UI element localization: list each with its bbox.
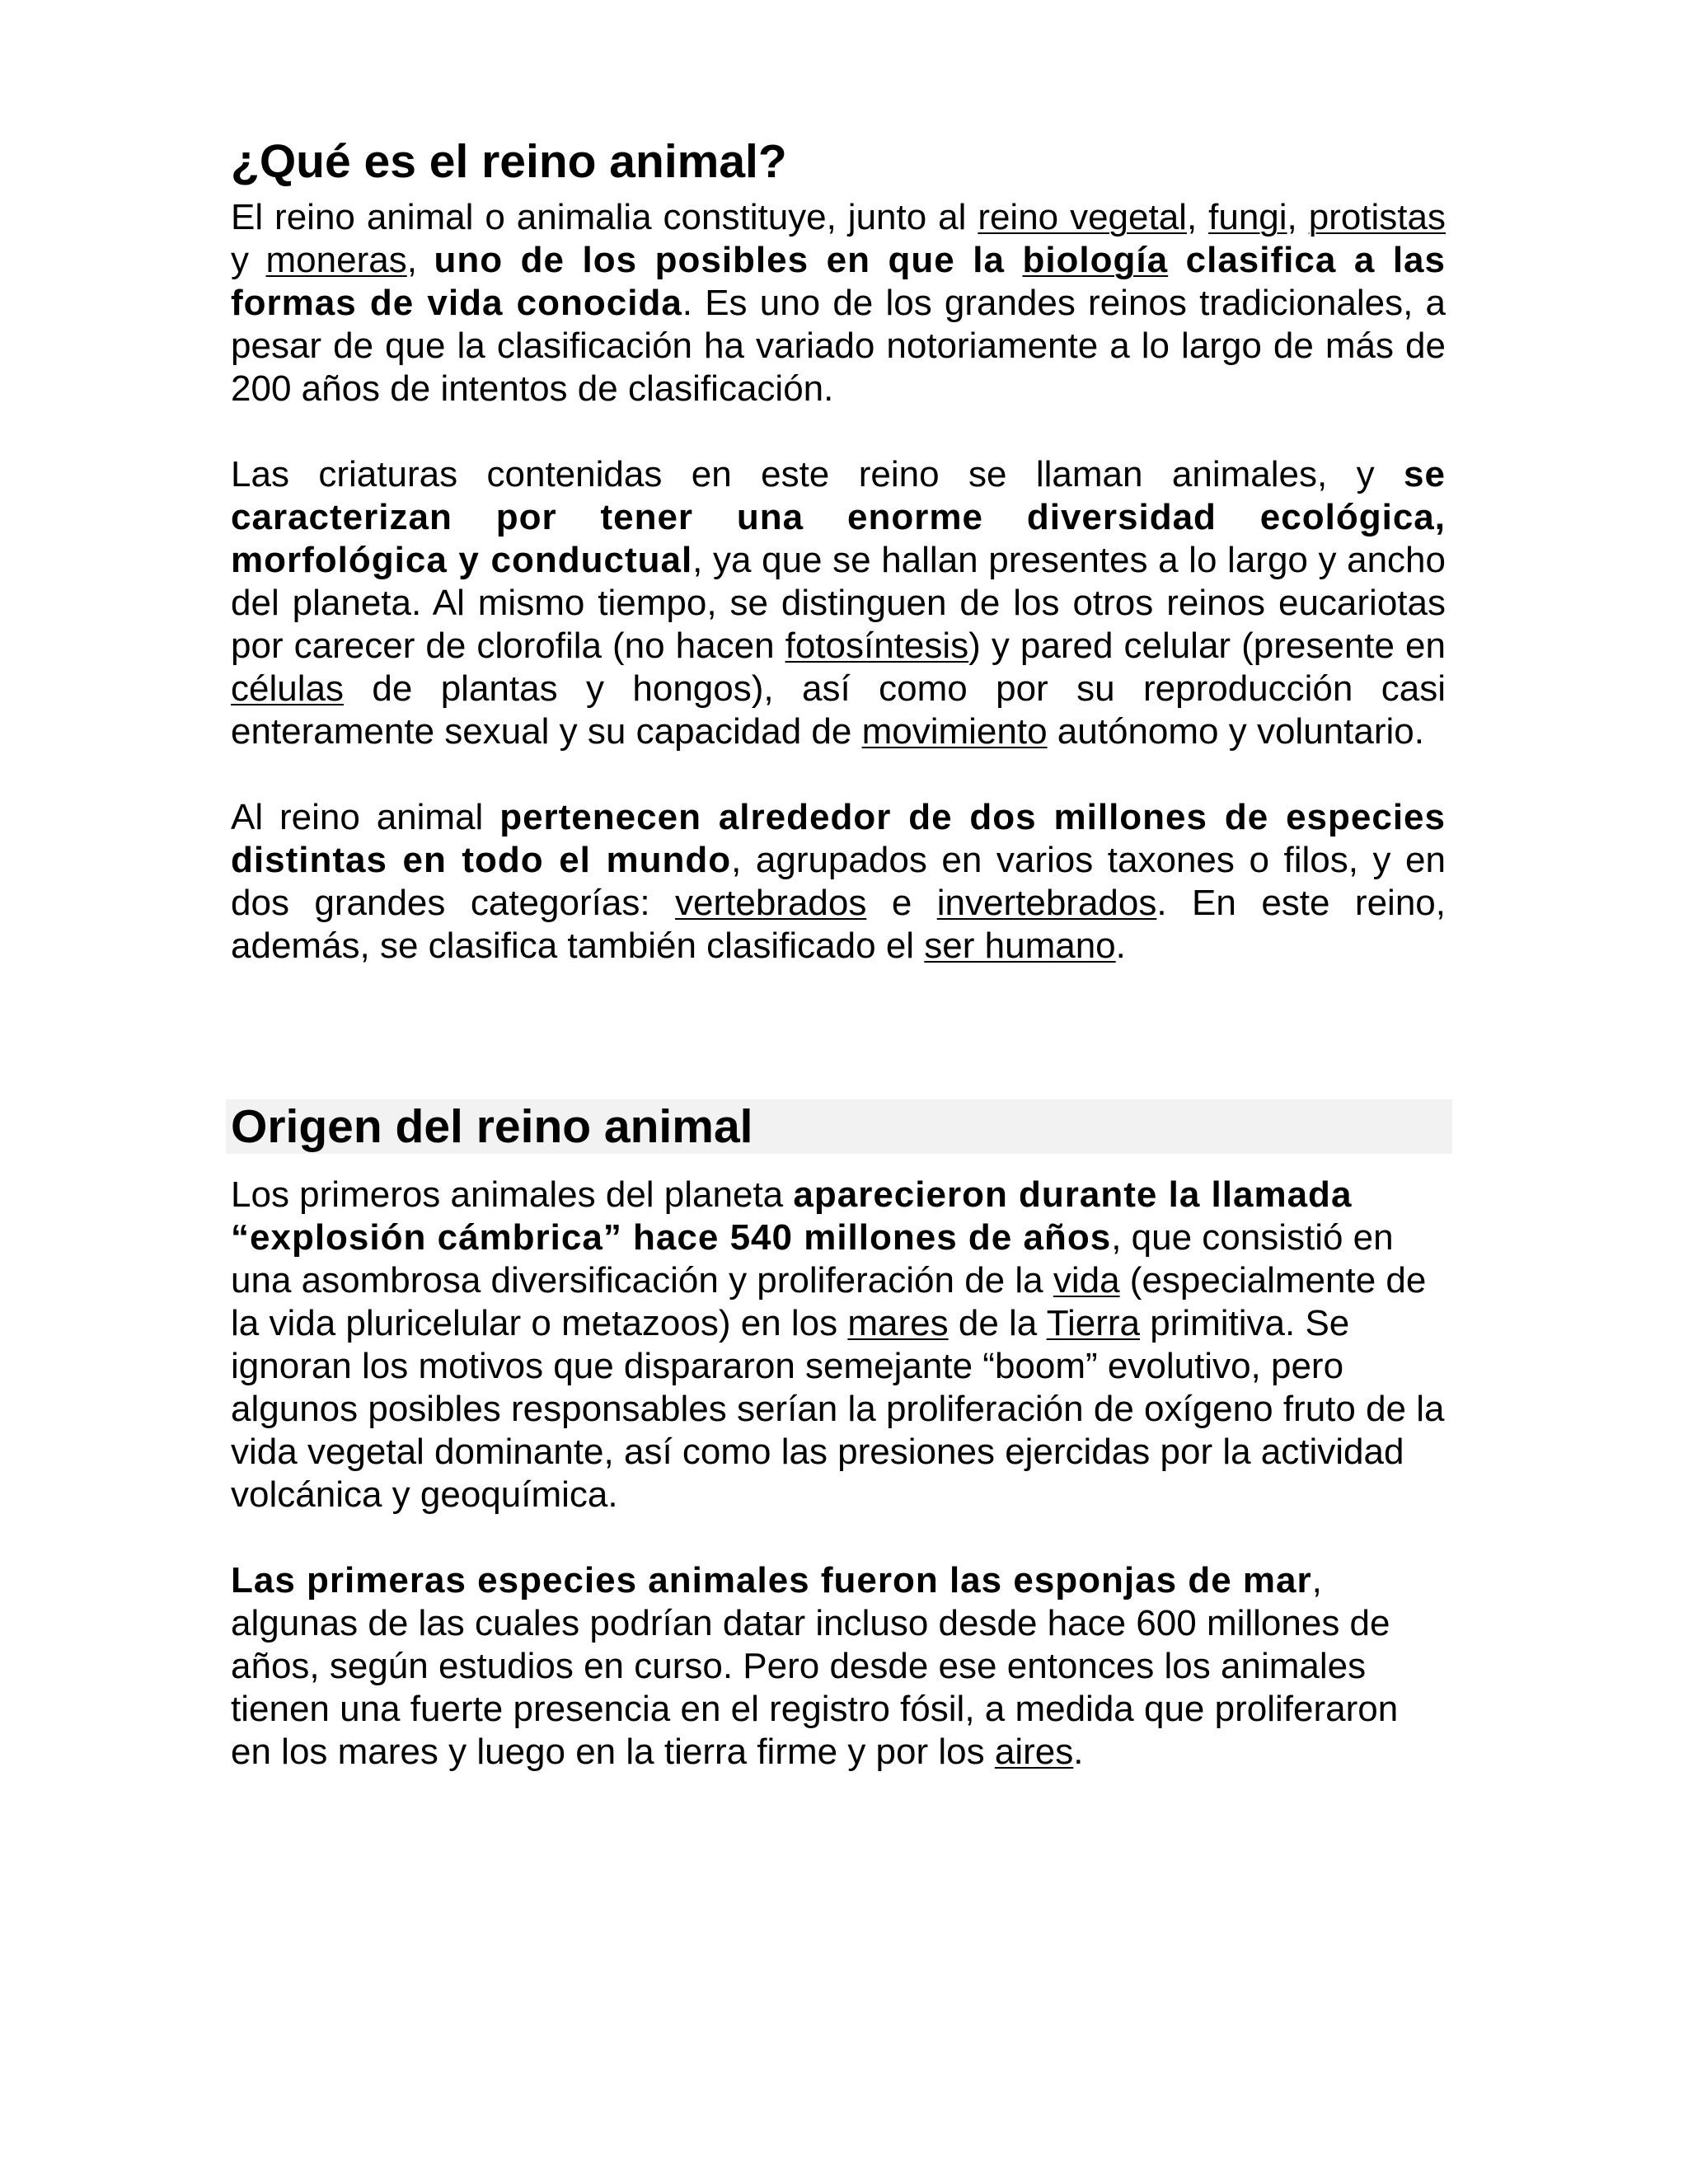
link-ser-humano[interactable]: ser humano bbox=[924, 926, 1116, 967]
bold-text: uno de los posibles en que la bbox=[434, 240, 1023, 281]
bold-run: aparecieron durante la llamada “explosión cámbrica” hace 540 millones de años bbox=[231, 1174, 1353, 1258]
link-biologia[interactable]: biología bbox=[1022, 240, 1169, 281]
section-spacer bbox=[231, 968, 1446, 1099]
text-run: Los primeros animales del planeta bbox=[231, 1174, 794, 1216]
bold-run: Las primeras especies animales fueron las esponjas de mar bbox=[231, 1560, 1312, 1601]
bold-run: pertenecen alrededor de dos millones de especies distintas en todo el mundo bbox=[231, 797, 1446, 881]
text-run: ) y pared celular (presente en bbox=[968, 626, 1446, 667]
paragraph-characteristics bbox=[231, 453, 1446, 753]
text-run: El reino animal o animalia constituye, junto al bbox=[231, 197, 978, 238]
link-moneras[interactable]: moneras bbox=[265, 240, 407, 281]
section-heading-origen: Origen del reino animal bbox=[231, 1100, 753, 1154]
text-run: de la bbox=[948, 1303, 1047, 1344]
text-run: , algunas de las cuales podrían datar incluso desde hace 600 millones de años, según estudios en curso. Pero desde ese entonces los animales tienen una fuerte presencia en el registro fósil, a medida que proliferaron en los mares y luego en la tierra firme y por los bbox=[231, 1560, 1399, 1773]
text-run: , bbox=[1287, 197, 1309, 238]
bold-run: se caracterizan por tener una enorme diversidad ecológica, morfológica y conductual bbox=[231, 454, 1446, 581]
paragraph-spacer bbox=[231, 410, 1446, 453]
text-run: autónomo y voluntario. bbox=[1047, 711, 1424, 752]
section-heading-que-es: ¿Qué es el reino animal? bbox=[231, 135, 787, 188]
document-page bbox=[231, 124, 1446, 1774]
text-run: e bbox=[866, 883, 937, 924]
text-run: , bbox=[1186, 197, 1209, 238]
text-run: , bbox=[406, 240, 434, 281]
text-run: de plantas y hongos), así como por su reproducción casi enteramente sexual y su capacidad de bbox=[231, 668, 1446, 752]
link-reino-vegetal[interactable]: reino vegetal bbox=[978, 197, 1187, 238]
text-run: . Es uno de los grandes reinos tradicionales, a pesar de que la clasificación ha variado notoriamente a lo largo de más de 200 años de intentos de clasificación. bbox=[231, 283, 1446, 410]
link-vertebrados[interactable]: vertebrados bbox=[675, 883, 867, 924]
text-run: Las criaturas contenidas en este reino se llaman animales, y bbox=[231, 454, 1404, 495]
paragraph-definition bbox=[231, 196, 1446, 410]
text-run: . bbox=[1115, 926, 1126, 967]
link-tierra[interactable]: Tierra bbox=[1046, 1303, 1140, 1344]
text-run: Al reino animal bbox=[231, 797, 500, 838]
text-run: . bbox=[1073, 1732, 1084, 1773]
paragraph-spacer bbox=[231, 1516, 1446, 1559]
link-celulas[interactable]: células bbox=[231, 668, 344, 710]
link-invertebrados[interactable]: invertebrados bbox=[936, 883, 1157, 924]
link-mares[interactable]: mares bbox=[847, 1303, 949, 1344]
paragraph-spacer bbox=[231, 753, 1446, 796]
bold-text: clasifica a las formas de vida conocida bbox=[231, 240, 1446, 324]
section-heading-bar bbox=[226, 1099, 1452, 1154]
text-run: , que consistió en una asombrosa diversificación y proliferación de la bbox=[231, 1217, 1394, 1301]
link-vida[interactable]: vida bbox=[1053, 1260, 1120, 1301]
text-run: , agrupados en varios taxones o filos, y en dos grandes categorías: bbox=[231, 840, 1446, 924]
text-run: (especialmente de la vida pluricelular o metazoos) en los bbox=[231, 1260, 1427, 1344]
text-run: primitiva. Se ignoran los motivos que dispararon semejante “boom” evolutivo, pero algunos posibles responsables serían la proliferación de oxígeno fruto de la vida vegetal dominante, así como las presiones ejercidas por la actividad volcánica y geoquímica. bbox=[231, 1303, 1445, 1516]
link-fungi[interactable]: fungi bbox=[1208, 197, 1287, 238]
link-movimiento[interactable]: movimiento bbox=[861, 711, 1048, 752]
paragraph-cambrian bbox=[231, 1174, 1446, 1516]
paragraph-sponges bbox=[231, 1559, 1446, 1774]
link-fotosintesis[interactable]: fotosíntesis bbox=[785, 626, 969, 667]
paragraph-species-count bbox=[231, 796, 1446, 968]
link-protistas[interactable]: protistas bbox=[1308, 197, 1446, 238]
text-run: . En este reino, además, se clasifica también clasificado el bbox=[231, 883, 1446, 967]
text-run: y bbox=[231, 240, 266, 281]
text-run: , ya que se hallan presentes a lo largo y ancho del planeta. Al mismo tiempo, se distinguen de los otros reinos eucariotas por carecer de clorofila (no hacen bbox=[231, 540, 1446, 667]
link-aires[interactable]: aires bbox=[994, 1732, 1074, 1773]
